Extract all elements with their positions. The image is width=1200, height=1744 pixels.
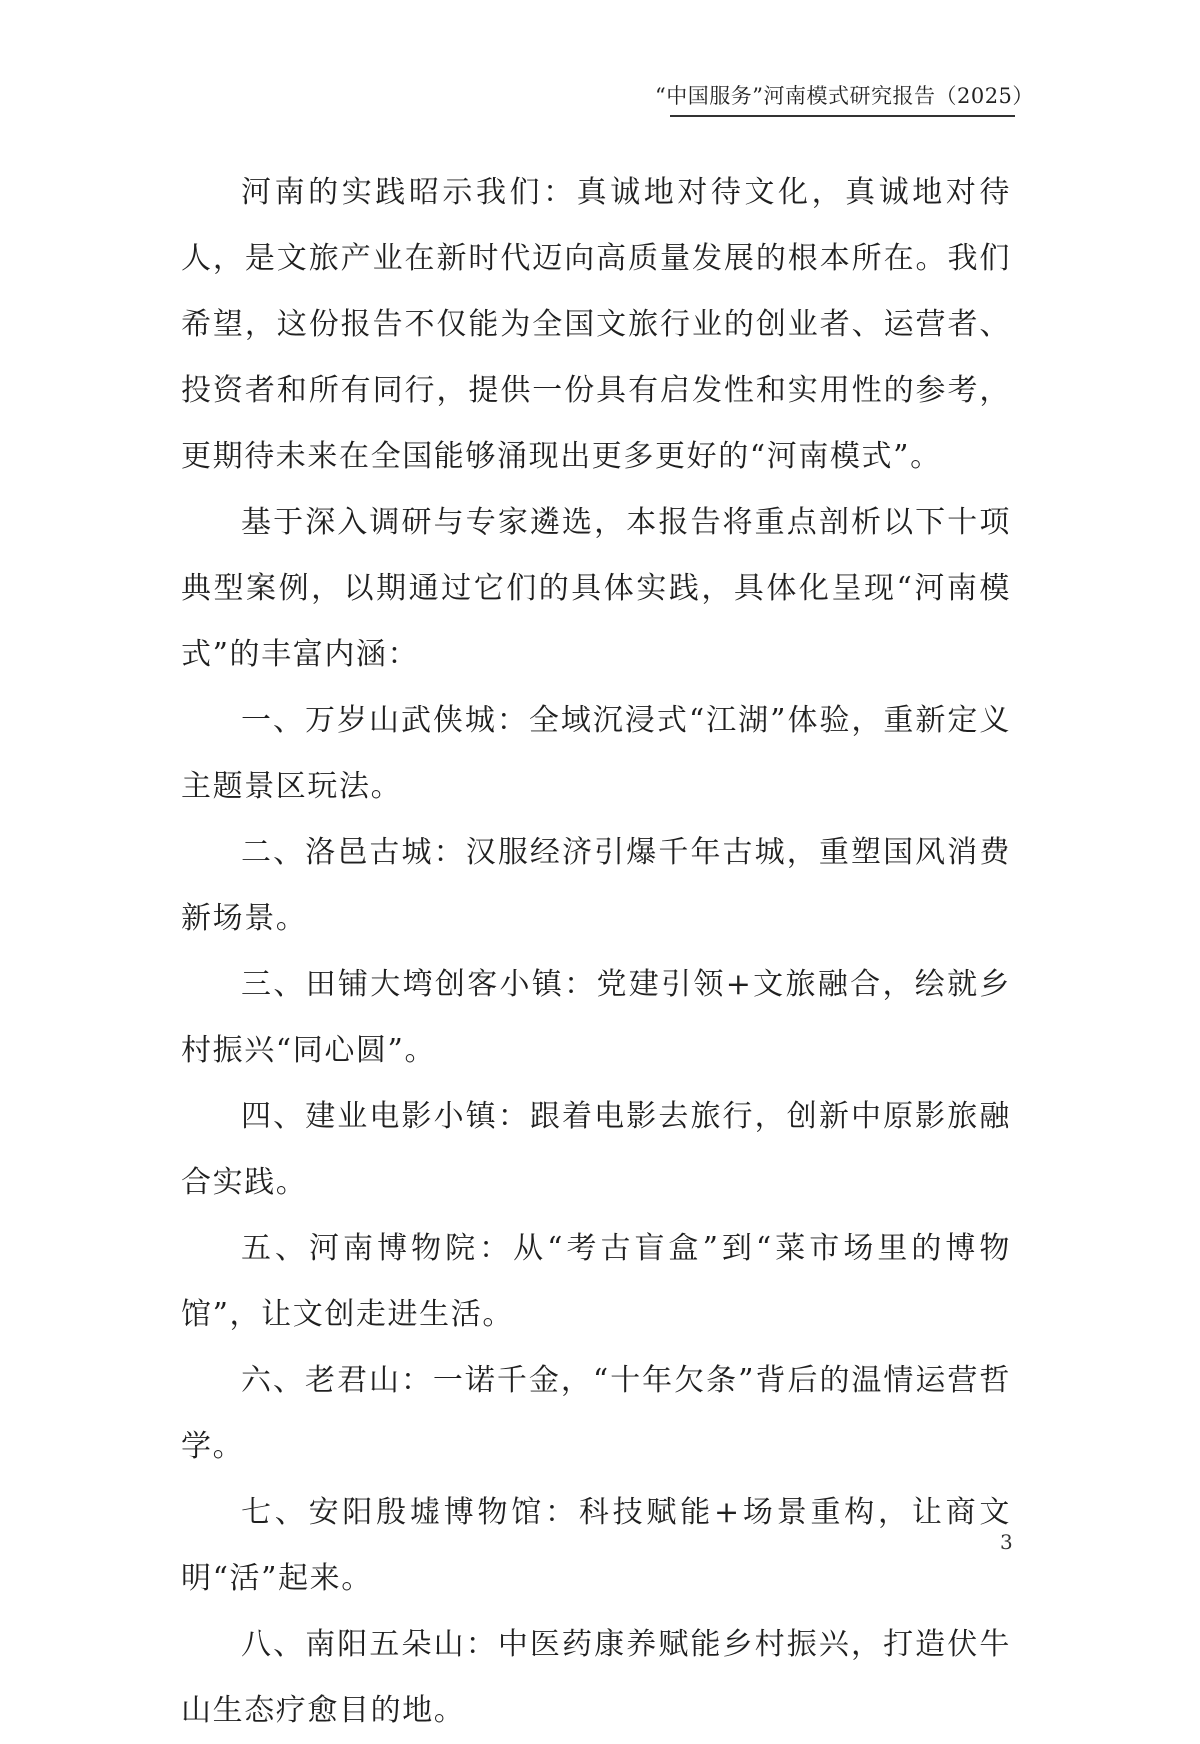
- case-item-3: 三、田铺大塆创客小镇：党建引领+文旅融合，绘就乡村振兴“同心圆”。: [181, 967, 1011, 1068]
- case-item-8: 八、南阳五朵山：中医药康养赋能乡村振兴，打造伏牛山生态疗愈目的地。: [181, 1627, 1011, 1728]
- case-item-2: 二、洛邑古城：汉服经济引爆千年古城，重塑国风消费新场景。: [181, 835, 1011, 936]
- header-rule: [670, 115, 1015, 117]
- case-item-1: 一、万岁山武侠城：全域沉浸式“江湖”体验，重新定义主题景区玩法。: [181, 703, 1011, 804]
- case-item-4: 四、建业电影小镇：跟着电影去旅行，创新中原影旅融合实践。: [181, 1099, 1011, 1200]
- running-header: “中国服务”河南模式研究报告（2025）: [655, 84, 1034, 108]
- case-item-6: 六、老君山：一诺千金，“十年欠条”背后的温情运营哲学。: [181, 1363, 1011, 1464]
- case-item-5: 五、河南博物院：从“考古盲盒”到“菜市场里的博物馆”，让文创走进生活。: [181, 1231, 1011, 1332]
- case-item-7: 七、安阳殷墟博物馆：科技赋能+场景重构，让商文明“活”起来。: [181, 1495, 1011, 1596]
- paragraph-conclusion: 河南的实践昭示我们：真诚地对待文化，真诚地对待人，是文旅产业在新时代迈向高质量发展的根本所在。我们希望，这份报告不仅能为全国文旅行业的创业者、运营者、投资者和所有同行，提供一份具有启发性和实用性的参考，更期待未来在全国能够涌现出更多更好的“河南模式”。: [181, 175, 1011, 474]
- document-body: [181, 160, 1011, 1744]
- page-number: 3: [1000, 1530, 1013, 1554]
- paragraph-cases-intro: 基于深入调研与专家遴选，本报告将重点剖析以下十项典型案例，以期通过它们的具体实践，具体化呈现“河南模式”的丰富内涵：: [181, 505, 1011, 672]
